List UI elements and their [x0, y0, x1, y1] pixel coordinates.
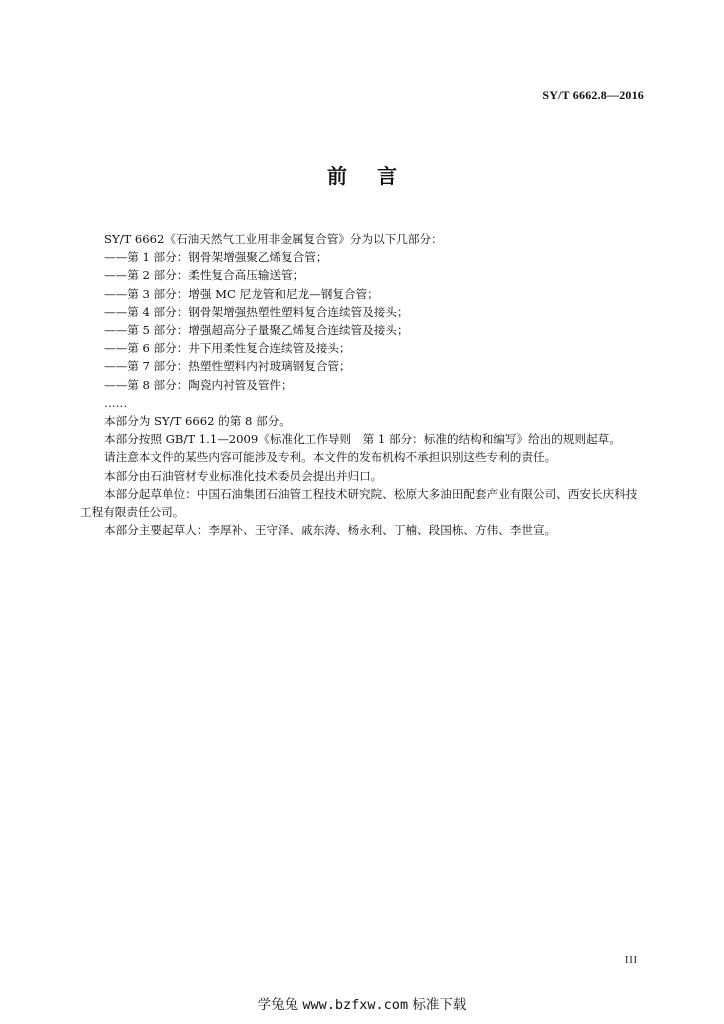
this-part-paragraph: 本部分为 SY/T 6662 的第 8 部分。	[104, 414, 291, 429]
proposed-by-paragraph: 本部分由石油管材专业标准化技术委员会提出并归口。	[104, 468, 383, 483]
footer-site-name: 学兔兔	[257, 997, 299, 1013]
footer-tagline: 标准下载	[412, 997, 467, 1013]
list-item: ——第 7 部分：热塑性塑料内衬玻璃钢复合管；	[104, 359, 351, 374]
page-title: 前言	[327, 164, 427, 188]
drafting-units-paragraph: 本部分起草单位：中国石油集团石油管工程技术研究院、松原大多油田配套产业有限公司、西安长庆科技工程有限责任公司。	[80, 486, 638, 520]
footer-watermark	[0, 993, 724, 1013]
footer-site-url: www.bzfxw.com	[302, 997, 409, 1013]
list-item: ——第 3 部分：增强 MC 尼龙管和尼龙—钢复合管；	[104, 286, 379, 301]
drafting-rule-paragraph: 本部分按照 GB/T 1.1—2009《标准化工作导则 第 1 部分：标准的结构和编写》给出的规则起草。	[104, 432, 621, 447]
page-number: III	[625, 955, 638, 966]
parts-list	[80, 248, 644, 412]
list-item: ——第 4 部分：钢骨架增强热塑性塑料复合连续管及接头；	[104, 304, 409, 319]
list-item: ——第 2 部分：柔性复合高压输送管；	[104, 268, 305, 283]
intro-paragraph: SY/T 6662《石油天然气工业用非金属复合管》分为以下几部分：	[104, 232, 443, 246]
patent-notice-paragraph: 请注意本文件的某些内容可能涉及专利。本文件的发布机构不承担识别这些专利的责任。	[104, 450, 557, 465]
list-item: ……	[104, 395, 128, 410]
standard-code: SY/T 6662.8—2016	[542, 88, 644, 102]
drafters-paragraph: 本部分主要起草人：李厚补、王守泽、戚东涛、杨永利、丁楠、段国栋、方伟、李世宣。	[104, 523, 557, 538]
list-item: ——第 1 部分：钢骨架增强聚乙烯复合管；	[104, 250, 328, 265]
list-item: ——第 6 部分：井下用柔性复合连续管及接头；	[104, 341, 351, 356]
list-item: ——第 8 部分：陶瓷内衬管及管件；	[104, 377, 293, 392]
document-body	[80, 230, 644, 539]
list-item: ——第 5 部分：增强超高分子量聚乙烯复合连续管及接头；	[104, 323, 409, 338]
